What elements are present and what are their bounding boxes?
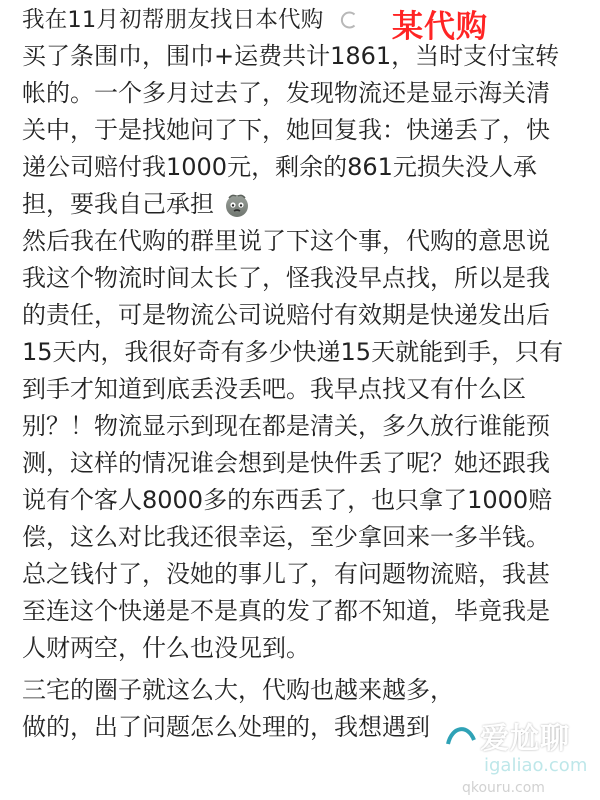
post-line: 帐的。一个多月过去了，发现物流还是显示海关清 — [22, 79, 550, 107]
post-line: 关中，于是找她问了下，她回复我：快递丢了，快 — [22, 116, 550, 144]
watermark-brand: 爱尬聊 — [480, 721, 571, 755]
post-body — [22, 0, 582, 746]
post-line: 至连这个快递是不是真的发了都不知道，毕竟我是 — [22, 597, 550, 625]
post-title-line — [22, 0, 582, 38]
post-line: 15天内，我很好奇有多少快递15天就能到手，只有 — [22, 338, 564, 366]
post-line: 做的，出了问题怎么处理的，我想遇到 — [22, 713, 430, 741]
faint-watermark-text: qkouru.com — [462, 780, 545, 796]
post-line: 偿，这么对比我还很幸运，至少拿回来一多半钱。 — [22, 523, 550, 551]
post-line: 人财两空，什么也没见到。 — [22, 634, 310, 662]
post-line: 买了条围巾，围巾+运费共计1861，当时支付宝转 — [22, 42, 560, 70]
brand-logo-icon — [436, 714, 486, 764]
post-line: 递公司赔付我1000元，剩余的861元损失没人承 — [22, 153, 537, 181]
post-line: 担，要我自己承担 — [22, 190, 214, 218]
post-line: 到手才知道到底丢没丢吧。我早点找又有什么区 — [22, 375, 526, 403]
post-title: 我在11月初帮朋友找日本代购 — [22, 7, 324, 33]
post-line-with-emoji — [22, 186, 582, 223]
post-line: 三宅的圈子就这么大，代购也越来越多， — [22, 676, 454, 704]
post-line: 测，这样的情况谁会想到是快件丢了呢？她还跟我 — [22, 449, 550, 477]
post-line: 总之钱付了，没她的事儿了，有问题物流赔，我甚 — [22, 560, 550, 588]
post-line: 别？！物流显示到现在都是清关，多久放行谁能预 — [22, 412, 550, 440]
tag-label: 某代购 — [392, 9, 488, 45]
post-line: 说有个客人8000多的东西丢了，也只拿了1000赔 — [22, 486, 553, 514]
post-line: 我这个物流时间太长了，怪我没早点找，所以是我 — [22, 264, 550, 292]
loading-arc-icon — [339, 10, 359, 30]
watermark-url: igaliao.com — [484, 755, 588, 776]
post-line: 然后我在代购的群里说了下这个事，代购的意思说 — [22, 227, 550, 255]
post-line: 的责任，可是物流公司说赔付有效期是快递发出后 — [22, 301, 550, 329]
sad-face-icon — [224, 192, 250, 218]
